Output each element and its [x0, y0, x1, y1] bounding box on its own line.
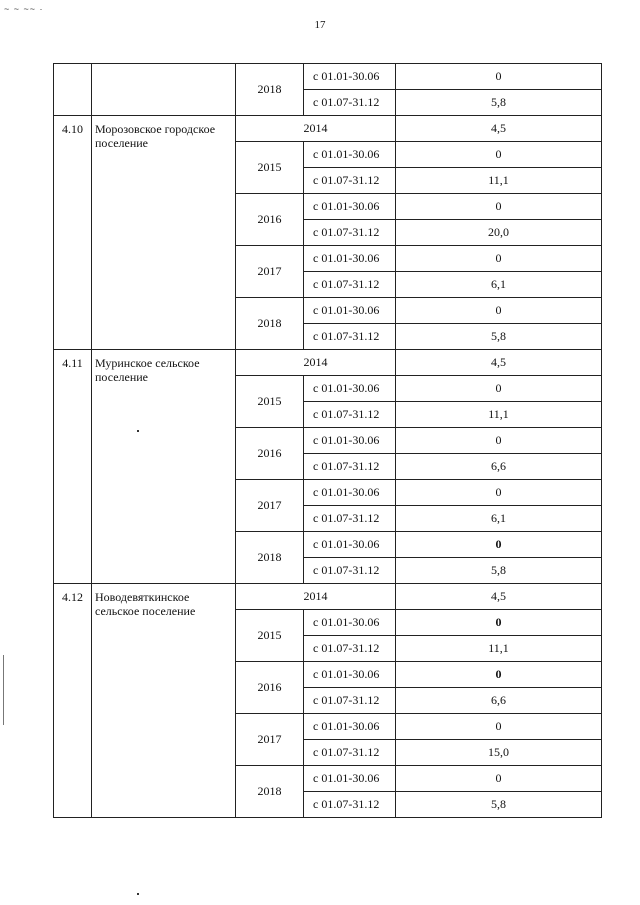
period-cell: с 01.07-31.12: [304, 402, 396, 428]
value-cell: 0: [396, 766, 602, 792]
period-cell: с 01.07-31.12: [304, 168, 396, 194]
period-cell: с 01.01-30.06: [304, 376, 396, 402]
settlement-name: Новодевяткинское сельское поселение: [92, 584, 236, 818]
period-cell: с 01.01-30.06: [304, 428, 396, 454]
base-year: 2014: [236, 116, 396, 142]
period-cell: с 01.01-30.06: [304, 714, 396, 740]
year-cell: 2017: [236, 246, 304, 298]
period-cell: с 01.07-31.12: [304, 272, 396, 298]
year-cell: 2017: [236, 714, 304, 766]
period-cell: с 01.01-30.06: [304, 64, 396, 90]
value-cell: 0: [396, 194, 602, 220]
value-cell: 0: [396, 532, 602, 558]
settlement-number: 4.10: [54, 116, 92, 350]
period-cell: с 01.07-31.12: [304, 506, 396, 532]
value-cell: 0: [396, 714, 602, 740]
scan-mark: ~ ~ ~~ ·: [4, 4, 44, 14]
value-cell: 5,8: [396, 792, 602, 818]
scan-margin-line: [3, 655, 4, 725]
table-row: [54, 350, 602, 376]
value-cell: 15,0: [396, 740, 602, 766]
value-cell: 0: [396, 376, 602, 402]
settlement-name: Муринское сельское поселение: [92, 350, 236, 584]
period-cell: с 01.01-30.06: [304, 194, 396, 220]
value-cell: 6,1: [396, 506, 602, 532]
period-cell: с 01.01-30.06: [304, 142, 396, 168]
scan-fleck: [137, 893, 139, 895]
table-row: [54, 64, 602, 90]
value-cell: 20,0: [396, 220, 602, 246]
value-cell: 6,6: [396, 454, 602, 480]
value-cell: 6,6: [396, 688, 602, 714]
year-cell: 2015: [236, 142, 304, 194]
page-number: 17: [314, 19, 326, 31]
year-cell: 2017: [236, 480, 304, 532]
table-row: [54, 116, 602, 142]
year-cell: 2015: [236, 610, 304, 662]
period-cell: с 01.07-31.12: [304, 454, 396, 480]
value-cell: 0: [396, 142, 602, 168]
period-cell: с 01.07-31.12: [304, 740, 396, 766]
value-cell: 0: [396, 298, 602, 324]
value-cell: 0: [396, 610, 602, 636]
settlement-name: Морозовское городское поселение: [92, 116, 236, 350]
value-cell: 0: [396, 480, 602, 506]
year-cell: 2018: [236, 64, 304, 116]
base-year: 2014: [236, 584, 396, 610]
period-cell: с 01.01-30.06: [304, 480, 396, 506]
value-cell: 5,8: [396, 558, 602, 584]
base-value: 4,5: [396, 584, 602, 610]
value-cell: 0: [396, 64, 602, 90]
year-cell: 2018: [236, 532, 304, 584]
period-cell: с 01.07-31.12: [304, 324, 396, 350]
tariff-table-body: [54, 64, 602, 818]
tariff-table: [53, 63, 602, 818]
value-cell: 0: [396, 428, 602, 454]
period-cell: с 01.01-30.06: [304, 662, 396, 688]
year-cell: 2016: [236, 194, 304, 246]
year-cell: 2016: [236, 428, 304, 480]
value-cell: 11,1: [396, 402, 602, 428]
value-cell: 0: [396, 246, 602, 272]
period-cell: с 01.07-31.12: [304, 558, 396, 584]
year-cell: 2018: [236, 766, 304, 818]
base-value: 4,5: [396, 116, 602, 142]
period-cell: с 01.07-31.12: [304, 688, 396, 714]
year-cell: 2018: [236, 298, 304, 350]
value-cell: 0: [396, 662, 602, 688]
settlement-name: [92, 64, 236, 116]
period-cell: с 01.01-30.06: [304, 532, 396, 558]
year-cell: 2016: [236, 662, 304, 714]
period-cell: с 01.01-30.06: [304, 298, 396, 324]
period-cell: с 01.07-31.12: [304, 220, 396, 246]
settlement-number: [54, 64, 92, 116]
settlement-number: 4.11: [54, 350, 92, 584]
value-cell: 5,8: [396, 90, 602, 116]
base-year: 2014: [236, 350, 396, 376]
year-cell: 2015: [236, 376, 304, 428]
value-cell: 11,1: [396, 636, 602, 662]
value-cell: 11,1: [396, 168, 602, 194]
period-cell: с 01.07-31.12: [304, 636, 396, 662]
base-value: 4,5: [396, 350, 602, 376]
table-row: [54, 584, 602, 610]
settlement-number: 4.12: [54, 584, 92, 818]
value-cell: 6,1: [396, 272, 602, 298]
period-cell: с 01.07-31.12: [304, 90, 396, 116]
period-cell: с 01.07-31.12: [304, 792, 396, 818]
value-cell: 5,8: [396, 324, 602, 350]
period-cell: с 01.01-30.06: [304, 766, 396, 792]
period-cell: с 01.01-30.06: [304, 610, 396, 636]
period-cell: с 01.01-30.06: [304, 246, 396, 272]
